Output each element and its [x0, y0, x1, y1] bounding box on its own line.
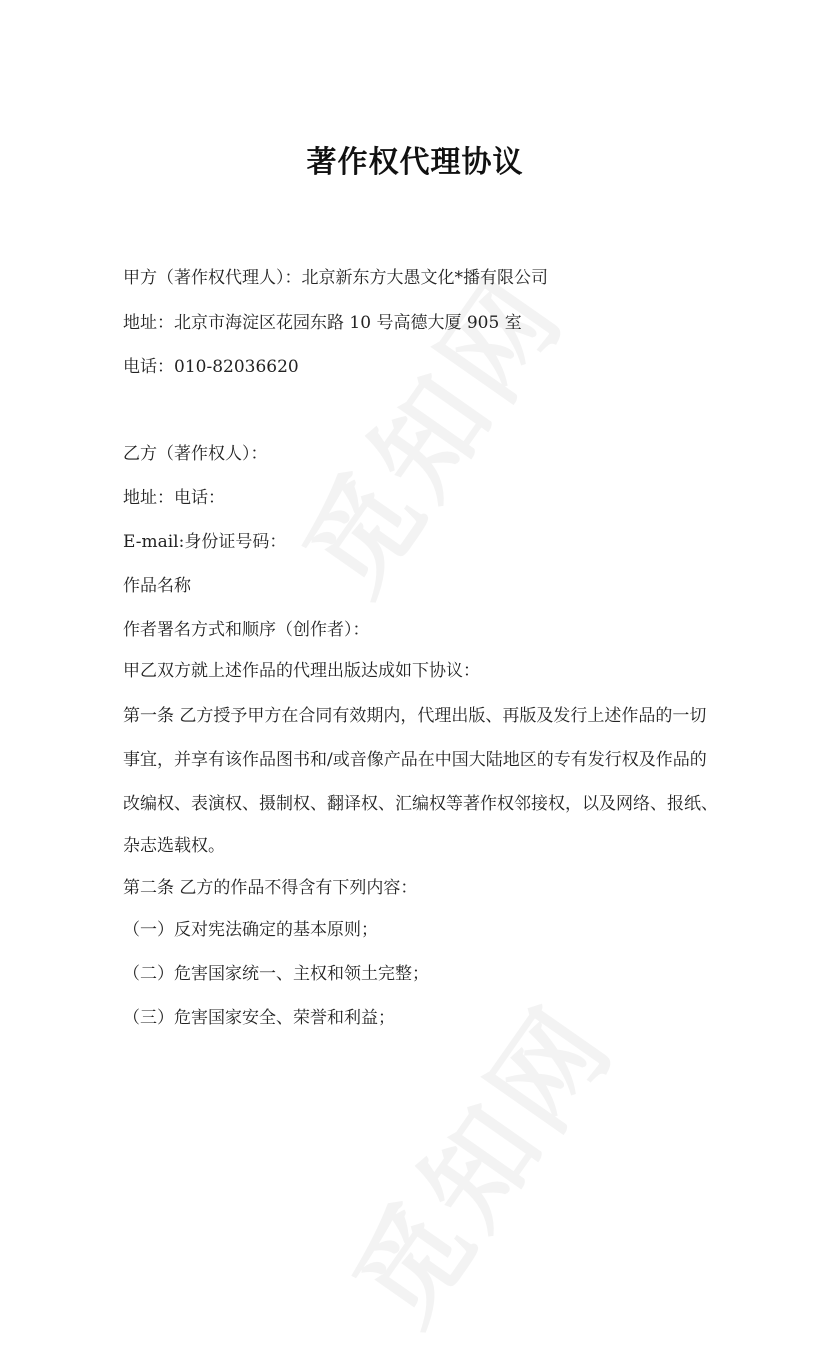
party-a-address: 地址：北京市海淀区花园东路 10 号高德大厦 905 室: [123, 313, 522, 333]
work-title: 作品名称: [123, 576, 191, 596]
party-a-name: 甲方（著作权代理人）：北京新东方大愚文化*播有限公司: [123, 268, 548, 288]
article-1-line-3: 改编权、表演权、摄制权、翻译权、汇编权等著作权邻接权，以及网络、报纸、: [123, 794, 718, 814]
article-1-line-2: 事宜，并享有该作品图书和/或音像产品在中国大陆地区的专有发行权及作品的: [123, 750, 707, 770]
article-2-item-3: （三）危害国家安全、荣誉和利益；: [123, 1008, 395, 1028]
document-title: 著作权代理协议: [306, 145, 524, 180]
article-2-item-1: （一）反对宪法确定的基本原则；: [123, 920, 378, 940]
party-b-name: 乙方（著作权人）：: [123, 444, 268, 464]
author-attribution: 作者署名方式和顺序（创作者）：: [123, 620, 370, 640]
article-2-heading: 第二条 乙方的作品不得含有下列内容：: [123, 878, 418, 898]
party-a-phone: 电话：010-82036620: [123, 357, 299, 377]
watermark: [261, 239, 593, 620]
article-2-item-2: （二）危害国家统一、主权和领土完整；: [123, 964, 429, 984]
article-1-line-4: 杂志选载权。: [123, 836, 225, 856]
party-b-email-id: E-mail:身份证号码：: [123, 532, 287, 552]
article-1-line-1: 第一条 乙方授予甲方在合同有效期内，代理出版、再版及发行上述作品的一切: [123, 706, 707, 726]
party-b-address-phone: 地址：电话：: [123, 488, 225, 508]
agreement-intro: 甲乙双方就上述作品的代理出版达成如下协议：: [123, 661, 480, 681]
